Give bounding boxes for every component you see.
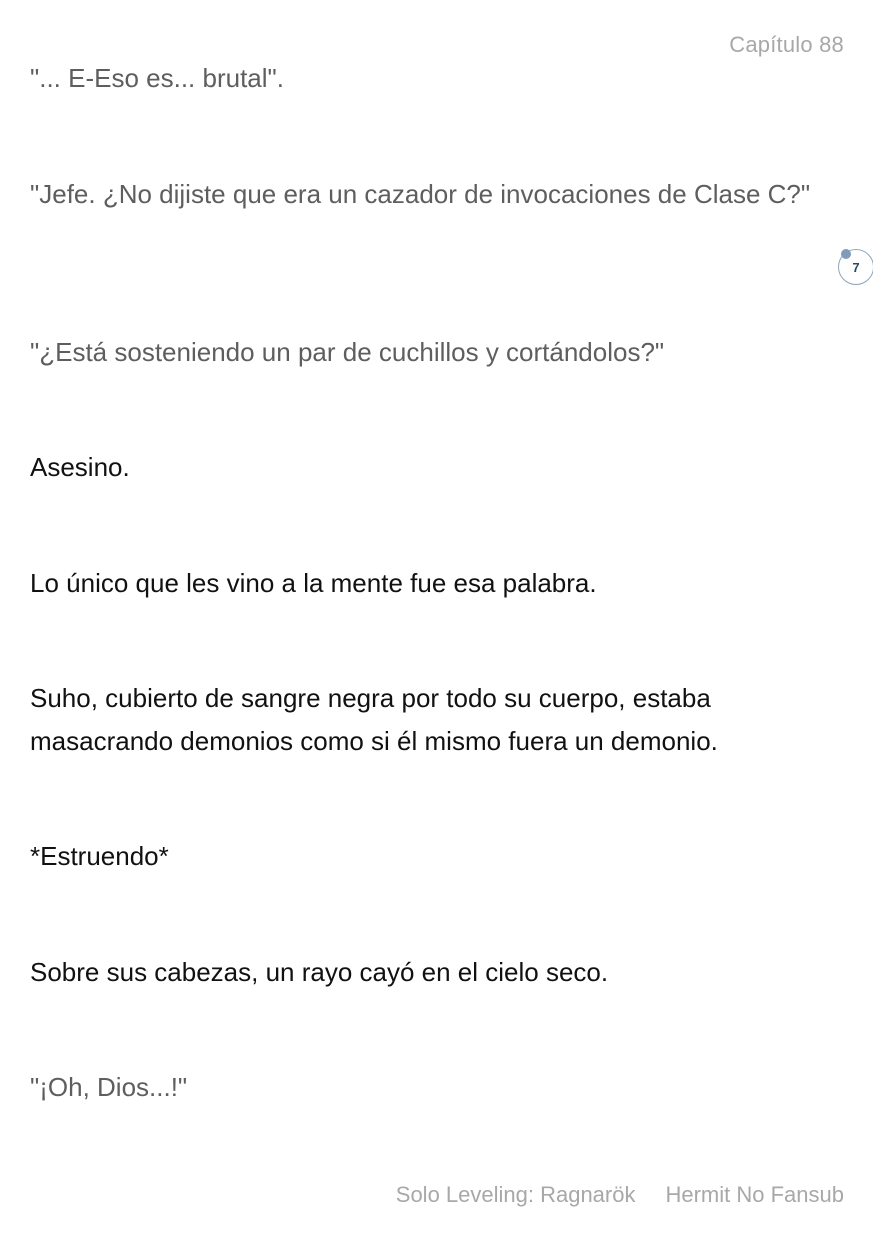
badge-dot-icon <box>841 249 851 259</box>
paragraph-narration: Suho, cubierto de sangre negra por todo su cuerpo, estaba masacrando demonios como si él mismo fuera un demonio. <box>30 683 718 756</box>
chapter-label: Capítulo 88 <box>729 32 844 57</box>
footer-group: Hermit No Fansub <box>665 1182 844 1207</box>
footer-title: Solo Leveling: Ragnarök <box>395 1182 636 1207</box>
comment-count: 7 <box>852 259 860 275</box>
paragraph-dialog: "Jefe. ¿No dijiste que era un cazador de invocaciones de Clase C?" <box>30 179 811 209</box>
paragraph-dialog: "¿Está sosteniendo un par de cuchillos y cortándolos?" <box>30 337 665 367</box>
paragraph-dialog: "... E-Eso es... brutal". <box>30 63 284 93</box>
paragraph-dialog: "¡Oh, Dios...!" <box>30 1072 188 1102</box>
paragraph-narration: Asesino. <box>30 452 130 482</box>
paragraph-narration: Lo único que les vino a la mente fue esa palabra. <box>30 568 597 598</box>
footer <box>396 1182 844 1208</box>
paragraph-narration: Sobre sus cabezas, un rayo cayó en el cielo seco. <box>30 957 609 987</box>
paragraph-narration: *Estruendo* <box>30 841 169 871</box>
